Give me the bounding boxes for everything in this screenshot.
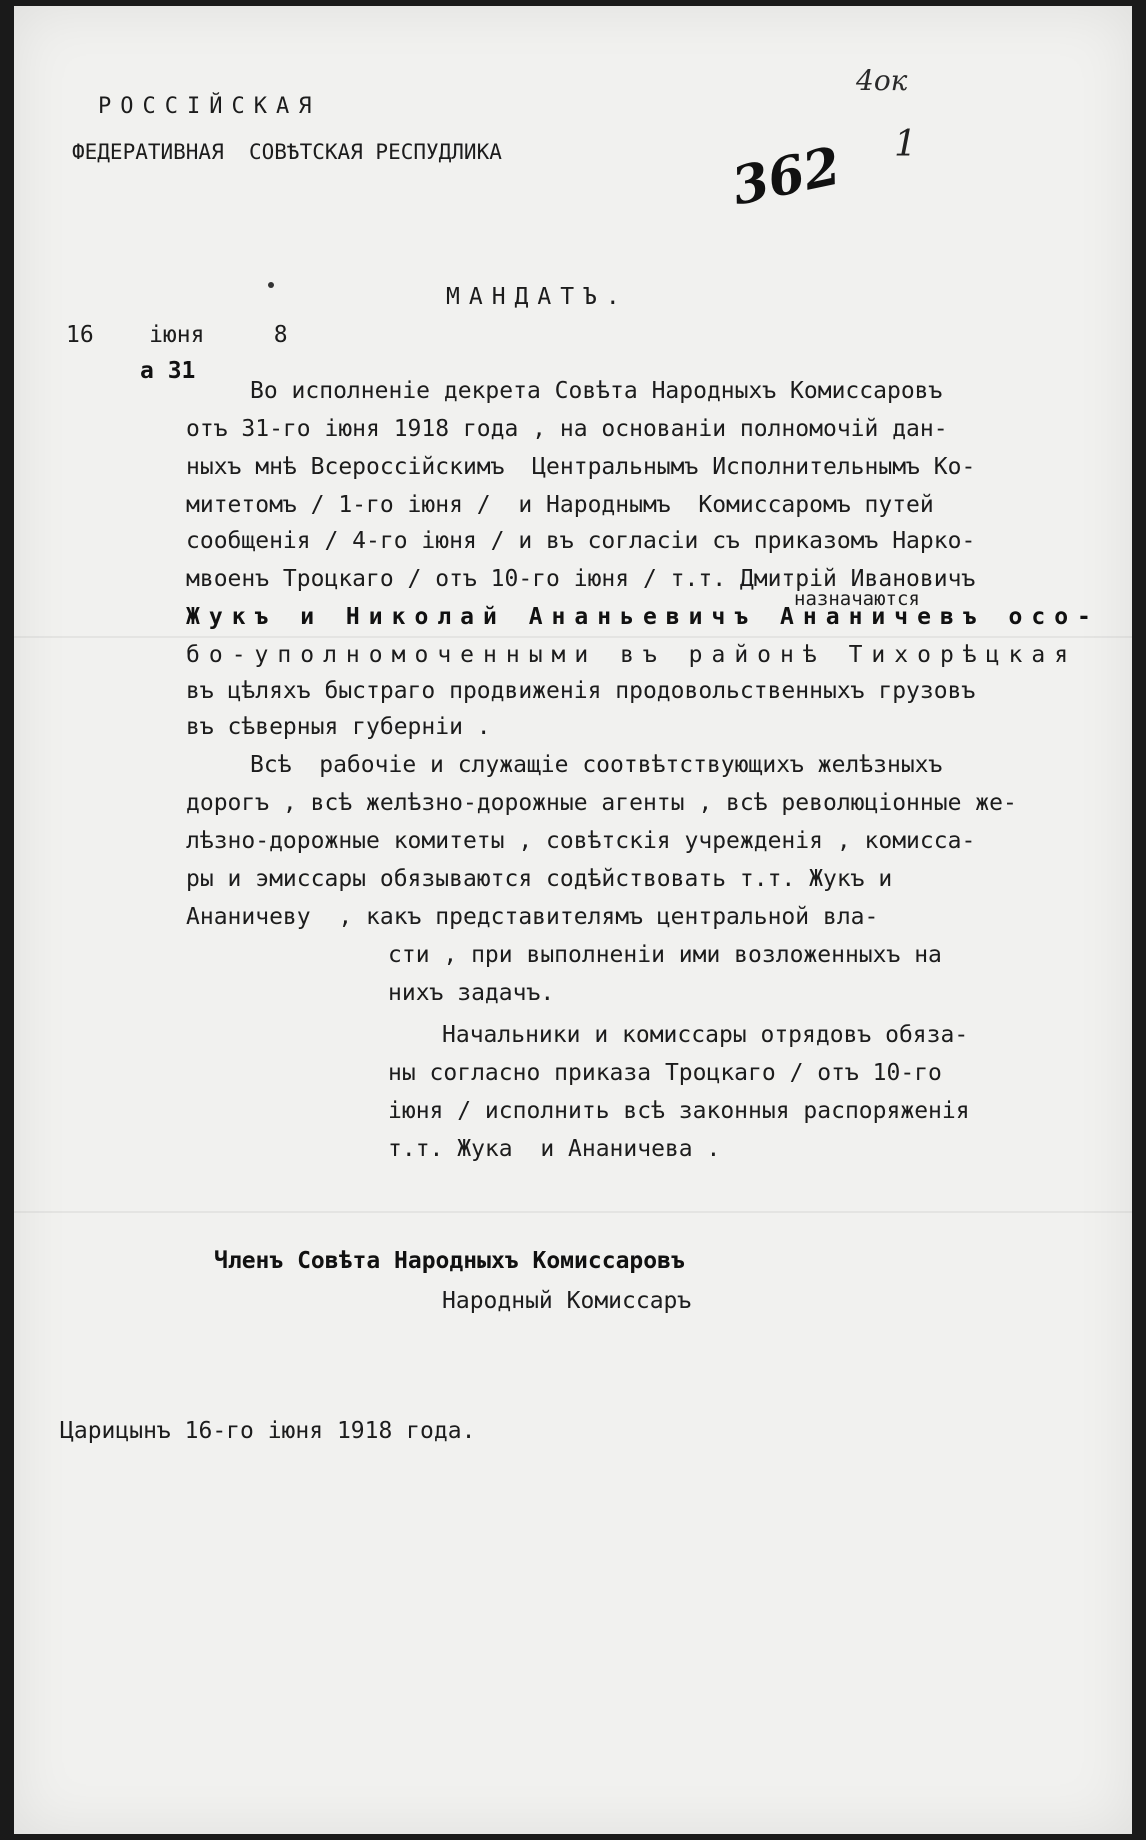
body-line: Всѣ рабочіе и служащіе соотвѣтствующихъ желѣзныхъ: [250, 752, 943, 778]
body-line: въ цѣляхъ быстраго продвиженія продовольственныхъ грузовъ: [186, 678, 976, 704]
body-line: ры и эмиссары обязываются содѣйствовать т.т. Жукъ и: [186, 866, 893, 892]
document-title: МАНДАТЪ.: [446, 284, 629, 310]
ink-dot: [268, 282, 274, 288]
handwritten-note: 4ок: [856, 64, 908, 97]
body-line: ныхъ мнѣ Всероссійскимъ Центральнымъ Исполнительнымъ Ко-: [186, 454, 976, 480]
body-line: нихъ задачъ.: [388, 980, 555, 1006]
body-line: сообщенія / 4-го іюня / и въ согласіи съ приказомъ Нарко-: [186, 528, 976, 554]
signature-title: Членъ Совѣта Народныхъ Комиссаровъ: [214, 1248, 685, 1274]
page-fold-line: [14, 1211, 1132, 1213]
body-line: Жукъ и Николай Ананьевичъ Ананичевъ осо-: [186, 604, 1100, 630]
body-line: іюня / исполнить всѣ законныя распоряженія: [388, 1098, 970, 1124]
body-line: т.т. Жука и Ананичева .: [388, 1136, 721, 1162]
header-line-2: ФЕДЕРАТИВНАЯ СОВѢТСКАЯ РЕСПУДЛИКА: [72, 140, 502, 164]
body-line: митетомъ / 1-го іюня / и Народнымъ Комиссаромъ путей: [186, 492, 934, 518]
document-page: [14, 6, 1132, 1834]
margin-note-date: 16 іюня 8: [66, 322, 288, 348]
body-line: лѣзно-дорожные комитеты , совѣтскія учрежденія , комисса-: [186, 828, 976, 854]
body-line: Во исполненіе декрета Совѣта Народныхъ Комиссаровъ: [250, 378, 943, 404]
handwritten-page-number: 1: [894, 124, 917, 165]
body-line: мвоенъ Троцкаго / отъ 10-го іюня / т.т. Дмитрій Ивановичъ: [186, 566, 976, 592]
margin-note-number: а 31: [140, 358, 196, 384]
signature-role: Народный Комиссаръ: [442, 1288, 692, 1314]
body-line: Начальники и комиссары отрядовъ обяза-: [442, 1022, 969, 1048]
place-and-date: Царицынъ 16-го іюня 1918 года.: [60, 1418, 476, 1444]
body-line: дорогъ , всѣ желѣзно-дорожные агенты , всѣ революціонные же-: [186, 790, 1017, 816]
body-line: ны согласно приказа Троцкаго / отъ 10-го: [388, 1060, 942, 1086]
body-line: отъ 31-го іюня 1918 года , на основаніи полномочій дан-: [186, 416, 948, 442]
body-line: въ сѣверныя губерніи .: [186, 714, 491, 740]
body-line: Ананичеву , какъ представителямъ центральной вла-: [186, 904, 879, 930]
body-insert: назначаются: [794, 588, 920, 610]
handwritten-number: 362: [726, 135, 846, 218]
header-line-1: РОССІЙСКАЯ: [98, 94, 321, 119]
page-fold-line: [14, 636, 1132, 638]
body-line: бо-уполномоченными въ районѣ Тихорѣцкая: [186, 642, 1078, 668]
body-line: сти , при выполненіи ими возложенныхъ на: [388, 942, 942, 968]
